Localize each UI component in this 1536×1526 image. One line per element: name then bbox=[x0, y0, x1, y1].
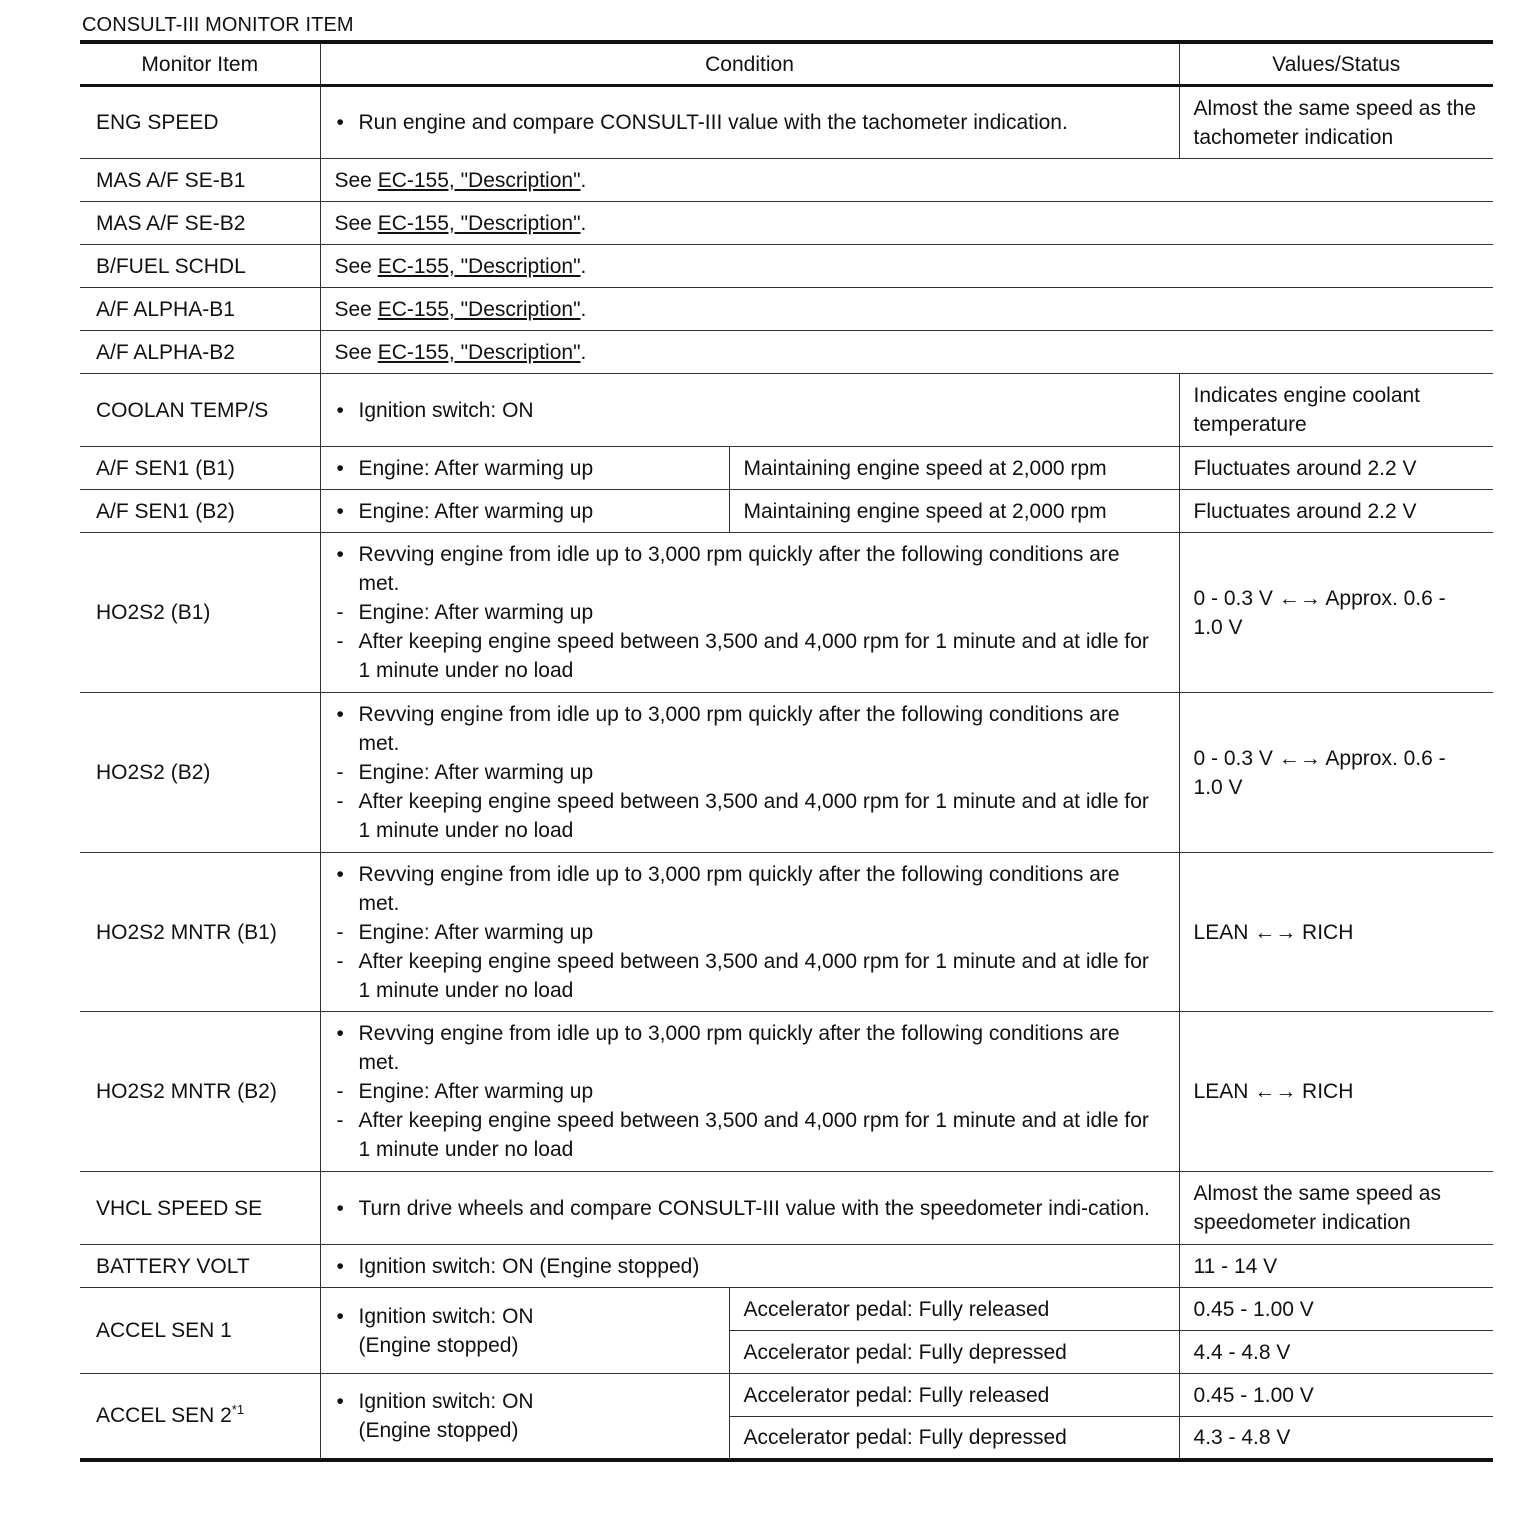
condition-cell bbox=[320, 374, 1179, 447]
bullet-marker: • bbox=[336, 111, 344, 134]
monitor-item-cell: BATTERY VOLT bbox=[80, 1245, 320, 1288]
monitor-item-cell: HO2S2 (B2) bbox=[80, 693, 320, 853]
condition-text: After keeping engine speed between 3,500 and 4,000 rpm for 1 minute and at idle for 1 minute under no load bbox=[358, 790, 1149, 842]
monitor-item-cell: VHCL SPEED SE bbox=[80, 1172, 320, 1245]
header-condition: Condition bbox=[320, 42, 1179, 86]
see-suffix: . bbox=[580, 340, 587, 364]
condition-text: Ignition switch: ON (Engine stopped) bbox=[358, 1304, 534, 1357]
condition-text: Engine: After warming up bbox=[358, 1080, 594, 1103]
condition-cell bbox=[320, 1288, 729, 1374]
reference-cell bbox=[320, 159, 1493, 202]
condition-text: Revving engine from idle up to 3,000 rpm quickly after the following conditions are met. bbox=[358, 703, 1120, 755]
monitor-item-cell: A/F SEN1 (B1) bbox=[80, 447, 320, 490]
see-suffix: . bbox=[580, 211, 587, 235]
see-suffix: . bbox=[580, 297, 587, 321]
table-row bbox=[80, 374, 1493, 447]
condition-cell bbox=[320, 1374, 729, 1460]
sub-condition-cell: Accelerator pedal: Fully released bbox=[729, 1288, 1179, 1331]
condition-text: Run engine and compare CONSULT-III value with the tachometer indication. bbox=[358, 111, 1068, 134]
monitor-item-text: ACCEL SEN 2 bbox=[96, 1404, 232, 1428]
condition-text: Turn drive wheels and compare CONSULT-III value with the speedometer indi-cation. bbox=[358, 1196, 1150, 1220]
condition-cell bbox=[320, 533, 1179, 693]
sub-condition-cell: Maintaining engine speed at 2,000 rpm bbox=[729, 490, 1179, 533]
table-row bbox=[80, 1012, 1493, 1172]
footnote-marker: *1 bbox=[231, 1402, 245, 1418]
value-cell: 11 - 14 V bbox=[1179, 1245, 1493, 1288]
table-row bbox=[80, 1172, 1493, 1245]
monitor-item-cell: MAS A/F SE-B2 bbox=[80, 202, 320, 245]
value-cell: 0.45 - 1.00 V bbox=[1179, 1374, 1493, 1417]
value-cell: Indicates engine coolant temperature bbox=[1179, 374, 1493, 447]
bullet-marker: • bbox=[336, 1196, 344, 1220]
see-suffix: . bbox=[580, 254, 587, 278]
dash-marker: - bbox=[336, 1080, 344, 1103]
condition-cell bbox=[320, 853, 1179, 1012]
value-cell: 4.3 - 4.8 V bbox=[1179, 1417, 1493, 1460]
condition-cell bbox=[320, 693, 1179, 853]
condition-text: Revving engine from idle up to 3,000 rpm quickly after the following conditions are met. bbox=[358, 862, 1120, 915]
value-cell: 4.4 - 4.8 V bbox=[1179, 1331, 1493, 1374]
condition-text: Engine: After warming up bbox=[358, 456, 594, 480]
bullet-marker: • bbox=[336, 703, 344, 726]
reference-cell bbox=[320, 245, 1493, 288]
table-row bbox=[80, 1374, 1493, 1417]
value-cell: Fluctuates around 2.2 V bbox=[1179, 447, 1493, 490]
dash-marker: - bbox=[336, 1109, 344, 1132]
monitor-item-cell: A/F ALPHA-B2 bbox=[80, 331, 320, 374]
table-row bbox=[80, 202, 1493, 245]
bullet-marker: • bbox=[336, 1022, 344, 1045]
condition-cell bbox=[320, 447, 729, 490]
see-prefix: See bbox=[334, 340, 378, 364]
reference-cell bbox=[320, 288, 1493, 331]
dash-marker: - bbox=[336, 761, 344, 784]
table-row bbox=[80, 533, 1493, 693]
see-prefix: See bbox=[334, 168, 378, 192]
monitor-item-table bbox=[80, 40, 1493, 1462]
bullet-marker: • bbox=[336, 862, 344, 886]
table-row bbox=[80, 853, 1493, 1012]
see-suffix: . bbox=[580, 168, 587, 192]
monitor-item-cell: HO2S2 MNTR (B2) bbox=[80, 1012, 320, 1172]
table-row bbox=[80, 86, 1493, 159]
condition-cell bbox=[320, 86, 1179, 159]
header-row bbox=[80, 42, 1493, 86]
condition-text: After keeping engine speed between 3,500 and 4,000 rpm for 1 minute and at idle for 1 minute under no load bbox=[358, 1109, 1149, 1161]
table-row bbox=[80, 159, 1493, 202]
condition-text: Engine: After warming up bbox=[358, 601, 594, 624]
monitor-item-cell bbox=[80, 1374, 320, 1460]
table-row bbox=[80, 1288, 1493, 1331]
value-cell: Almost the same speed as speedometer indication bbox=[1179, 1172, 1493, 1245]
reference-cell bbox=[320, 202, 1493, 245]
bullet-marker: • bbox=[336, 499, 344, 523]
monitor-item-cell: COOLAN TEMP/S bbox=[80, 374, 320, 447]
bullet-marker: • bbox=[336, 543, 344, 566]
monitor-item-cell: HO2S2 (B1) bbox=[80, 533, 320, 693]
condition-text: Engine: After warming up bbox=[358, 499, 594, 523]
value-cell: Fluctuates around 2.2 V bbox=[1179, 490, 1493, 533]
see-prefix: See bbox=[334, 254, 378, 278]
description-link[interactable]: EC-155, "Description" bbox=[377, 254, 581, 278]
header-values-status: Values/Status bbox=[1179, 42, 1493, 86]
table-row bbox=[80, 245, 1493, 288]
sub-condition-cell: Accelerator pedal: Fully released bbox=[729, 1374, 1179, 1417]
see-prefix: See bbox=[334, 211, 378, 235]
document-title: CONSULT-III MONITOR ITEM bbox=[82, 14, 354, 36]
value-cell: 0 - 0.3 V ←→ Approx. 0.6 - 1.0 V bbox=[1179, 693, 1493, 853]
table-row bbox=[80, 331, 1493, 374]
dash-marker: - bbox=[336, 920, 344, 944]
table-row bbox=[80, 490, 1493, 533]
bullet-marker: • bbox=[336, 1304, 344, 1328]
table-row bbox=[80, 693, 1493, 853]
description-link[interactable]: EC-155, "Description" bbox=[377, 340, 581, 364]
condition-text: Revving engine from idle up to 3,000 rpm quickly after the following conditions are met. bbox=[358, 1022, 1120, 1074]
monitor-item-cell: A/F ALPHA-B1 bbox=[80, 288, 320, 331]
condition-cell bbox=[320, 1012, 1179, 1172]
table-row bbox=[80, 447, 1493, 490]
sub-condition-cell: Maintaining engine speed at 2,000 rpm bbox=[729, 447, 1179, 490]
see-prefix: See bbox=[334, 297, 378, 321]
description-link[interactable]: EC-155, "Description" bbox=[377, 211, 581, 235]
header-monitor-item: Monitor Item bbox=[80, 42, 320, 86]
description-link[interactable]: EC-155, "Description" bbox=[377, 168, 581, 192]
condition-text: After keeping engine speed between 3,500 and 4,000 rpm for 1 minute and at idle for 1 minute under no load bbox=[358, 949, 1149, 1002]
condition-text: Engine: After warming up bbox=[358, 761, 594, 784]
dash-marker: - bbox=[336, 601, 344, 624]
value-cell: LEAN ←→ RICH bbox=[1179, 1012, 1493, 1172]
condition-cell bbox=[320, 490, 729, 533]
dash-marker: - bbox=[336, 790, 344, 813]
monitor-item-cell: B/FUEL SCHDL bbox=[80, 245, 320, 288]
condition-text: Engine: After warming up bbox=[358, 920, 594, 944]
value-cell: 0 - 0.3 V ←→ Approx. 0.6 - 1.0 V bbox=[1179, 533, 1493, 693]
monitor-item-cell: ACCEL SEN 1 bbox=[80, 1288, 320, 1374]
condition-text: Revving engine from idle up to 3,000 rpm quickly after the following conditions are met. bbox=[358, 543, 1120, 595]
bullet-marker: • bbox=[336, 398, 344, 422]
condition-text: After keeping engine speed between 3,500 and 4,000 rpm for 1 minute and at idle for 1 minute under no load bbox=[358, 630, 1149, 682]
table-row bbox=[80, 288, 1493, 331]
bullet-marker: • bbox=[336, 456, 344, 480]
value-cell: Almost the same speed as the tachometer indication bbox=[1179, 86, 1493, 159]
condition-cell bbox=[320, 1172, 1179, 1245]
description-link[interactable]: EC-155, "Description" bbox=[377, 297, 581, 321]
condition-cell bbox=[320, 1245, 1179, 1288]
value-cell: 0.45 - 1.00 V bbox=[1179, 1288, 1493, 1331]
dash-marker: - bbox=[336, 949, 344, 973]
monitor-item-cell: HO2S2 MNTR (B1) bbox=[80, 853, 320, 1012]
reference-cell bbox=[320, 331, 1493, 374]
monitor-item-cell: A/F SEN1 (B2) bbox=[80, 490, 320, 533]
condition-text: Ignition switch: ON (Engine stopped) bbox=[358, 1254, 700, 1278]
bullet-marker: • bbox=[336, 1389, 344, 1413]
condition-text: Ignition switch: ON (Engine stopped) bbox=[358, 1389, 534, 1442]
value-cell: LEAN ←→ RICH bbox=[1179, 853, 1493, 1012]
bullet-marker: • bbox=[336, 1254, 344, 1278]
monitor-item-cell: ENG SPEED bbox=[80, 86, 320, 159]
sub-condition-cell: Accelerator pedal: Fully depressed bbox=[729, 1331, 1179, 1374]
monitor-item-cell: MAS A/F SE-B1 bbox=[80, 159, 320, 202]
table-row bbox=[80, 1245, 1493, 1288]
sub-condition-cell: Accelerator pedal: Fully depressed bbox=[729, 1417, 1179, 1460]
condition-text: Ignition switch: ON bbox=[358, 398, 534, 422]
dash-marker: - bbox=[336, 630, 344, 653]
